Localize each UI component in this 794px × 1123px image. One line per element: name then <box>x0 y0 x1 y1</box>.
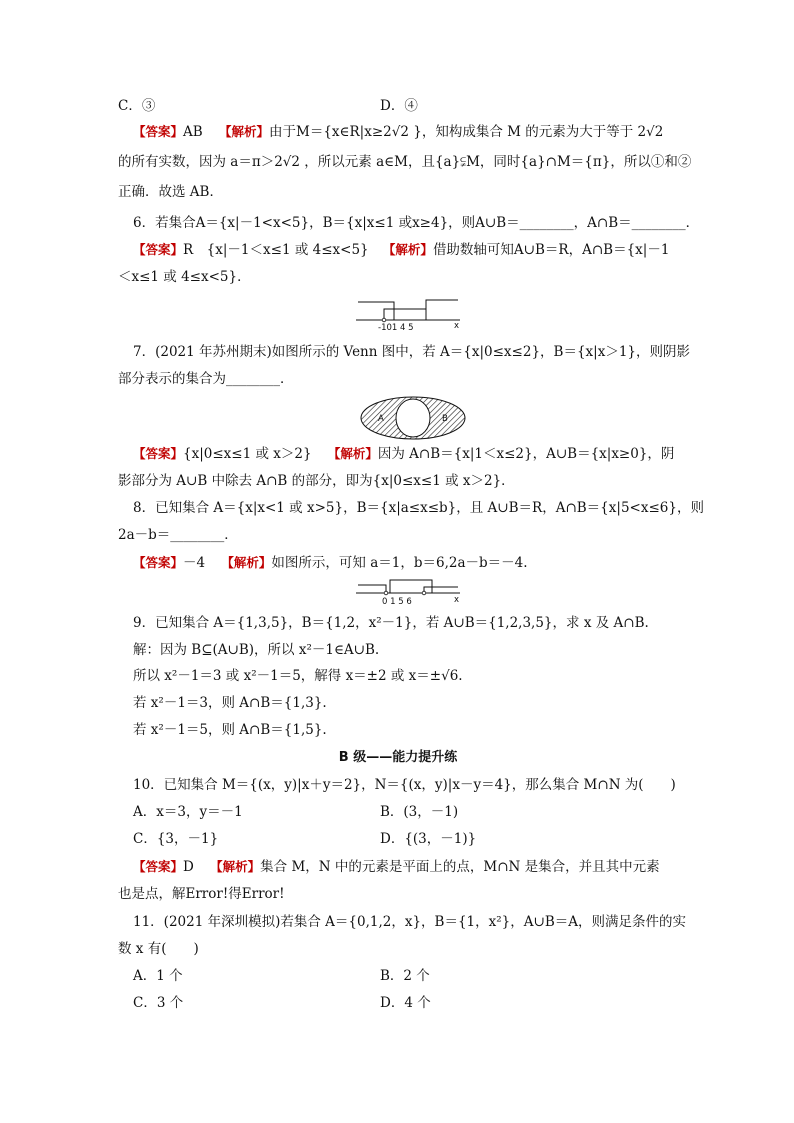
option-b-q11: B．2 个 <box>380 968 430 984</box>
option-d-q5: D．④ <box>380 98 418 114</box>
answer-value: R {x|－1＜x≤1 或 4≤x<5} <box>183 242 369 258</box>
question-8: 8．已知集合 A＝{x|x<1 或 x>5}，B＝{x|a≤x≤b}，且 A∪B＝R，A∩B＝{x|5<x≤6}，则 <box>133 500 704 516</box>
question-9: 9．已知集合 A＝{1,3,5}，B＝{1,2，x²－1}，若 A∪B＝{1,2,3,5}，求 x 及 A∩B. <box>133 615 649 631</box>
axis-label: x <box>454 321 460 331</box>
option-a-q11: A．1 个 <box>133 968 183 984</box>
answer-line-q5 <box>133 122 663 142</box>
option-a-q10: A．x＝3，y＝－1 <box>133 804 243 820</box>
analysis-line: 的所有实数，因为 a＝π＞2√2 ，所以元素 a∈M，且{a}⫋M，同时{a}∩M＝{π}，所以①和② <box>118 154 692 170</box>
number-line-1-labels: -101 4 5 <box>378 323 414 332</box>
question-7-cont: 部分表示的集合为________． <box>118 371 294 387</box>
answer-line-q7 <box>133 444 674 464</box>
solution-line: 解：因为 B⊆(A∪B)，所以 x²－1∈A∪B. <box>133 642 380 658</box>
answer-tag: 【答案】 <box>133 859 184 874</box>
option-c-q11: C．3 个 <box>133 995 184 1011</box>
answer-value: {x|0≤x≤1 或 x＞2} <box>183 446 312 462</box>
answer-line-q10 <box>133 857 660 877</box>
analysis-tag: 【解析】 <box>327 446 378 461</box>
analysis-text: 集合 M，N 中的元素是平面上的点，M∩N 是集合，并且其中元素 <box>260 859 660 875</box>
answer-line-q6 <box>133 240 669 260</box>
answer-tag: 【答案】 <box>133 446 184 461</box>
analysis-tag: 【解析】 <box>221 555 272 570</box>
question-8-cont: 2a－b＝________． <box>118 527 238 543</box>
answer-value: AB <box>183 124 203 140</box>
option-d-q11: D．4 个 <box>380 995 431 1011</box>
question-7: 7．(2021 年苏州期末)如图所示的 Venn 图中，若 A＝{x|0≤x≤2}，B＝{x|x＞1}，则阴影 <box>133 344 690 360</box>
option-b-q10: B．(3，－1) <box>380 804 459 820</box>
number-line-2-labels: 0 1 5 6 <box>382 597 412 607</box>
analysis-line: 也是点，解Error!得Error! <box>118 886 285 902</box>
section-heading: B 级——能力提升练 <box>338 750 458 765</box>
analysis-tag: 【解析】 <box>218 124 269 139</box>
answer-tag: 【答案】 <box>133 124 184 139</box>
analysis-line: ＜x≤1 或 4≤x<5}． <box>118 269 251 285</box>
analysis-text: 因为 A∩B＝{x|1＜x≤2}，A∪B＝{x|x≥0}，阴 <box>377 446 675 462</box>
venn-diagram <box>358 394 468 442</box>
analysis-text: 借助数轴可知A∪B＝R，A∩B＝{x|－1 <box>432 242 670 258</box>
solution-line: 若 x²－1＝3，则 A∩B＝{1,3}. <box>133 695 327 711</box>
answer-tag: 【答案】 <box>133 242 184 257</box>
venn-label-b: B <box>442 414 448 424</box>
analysis-line: 正确．故选 AB． <box>118 184 223 200</box>
answer-value: D <box>183 859 194 875</box>
analysis-text: 如图所示，可知 a＝1，b＝6,2a－b＝－4. <box>271 555 528 571</box>
solution-line: 若 x²－1＝5，则 A∩B＝{1,5}. <box>133 722 327 738</box>
question-11-cont: 数 x 有( ) <box>118 941 199 957</box>
analysis-tag: 【解析】 <box>210 859 261 874</box>
answer-line-q8 <box>133 553 528 573</box>
option-c-q5: C．③ <box>118 98 156 114</box>
answer-tag: 【答案】 <box>133 555 184 570</box>
question-6: 6．若集合A＝{x|－1<x<5}，B＝{x|x≤1 或x≥4}，则A∪B＝________，A∩B＝________． <box>133 215 700 231</box>
analysis-text: 由于M＝{x∈R|x≥2√2 }，知构成集合 M 的元素为大于等于 2√2 <box>269 124 664 140</box>
solution-line: 所以 x²－1＝3 或 x²－1＝5，解得 x＝±2 或 x＝±√6. <box>133 668 463 684</box>
analysis-tag: 【解析】 <box>382 242 433 257</box>
axis-label: x <box>454 595 460 605</box>
question-11: 11．(2021 年深圳模拟)若集合 A＝{0,1,2，x}，B＝{1，x²}，A∪B＝A，则满足条件的实 <box>133 914 686 930</box>
analysis-line: 影部分为 A∪B 中除去 A∩B 的部分，即为{x|0≤x≤1 或 x＞2}． <box>118 473 515 489</box>
option-d-q10: D．{(3，－1)} <box>380 831 477 847</box>
number-line-figure-2 <box>356 575 466 607</box>
number-line-figure-1 <box>356 292 466 332</box>
venn-label-a: A <box>378 414 384 424</box>
option-c-q10: C．{3，－1} <box>133 831 219 847</box>
answer-value: －4 <box>183 555 206 571</box>
question-10: 10．已知集合 M＝{(x，y)|x＋y＝2}，N＝{(x，y)|x－y＝4}，那么集合 M∩N 为( ) <box>133 777 676 793</box>
